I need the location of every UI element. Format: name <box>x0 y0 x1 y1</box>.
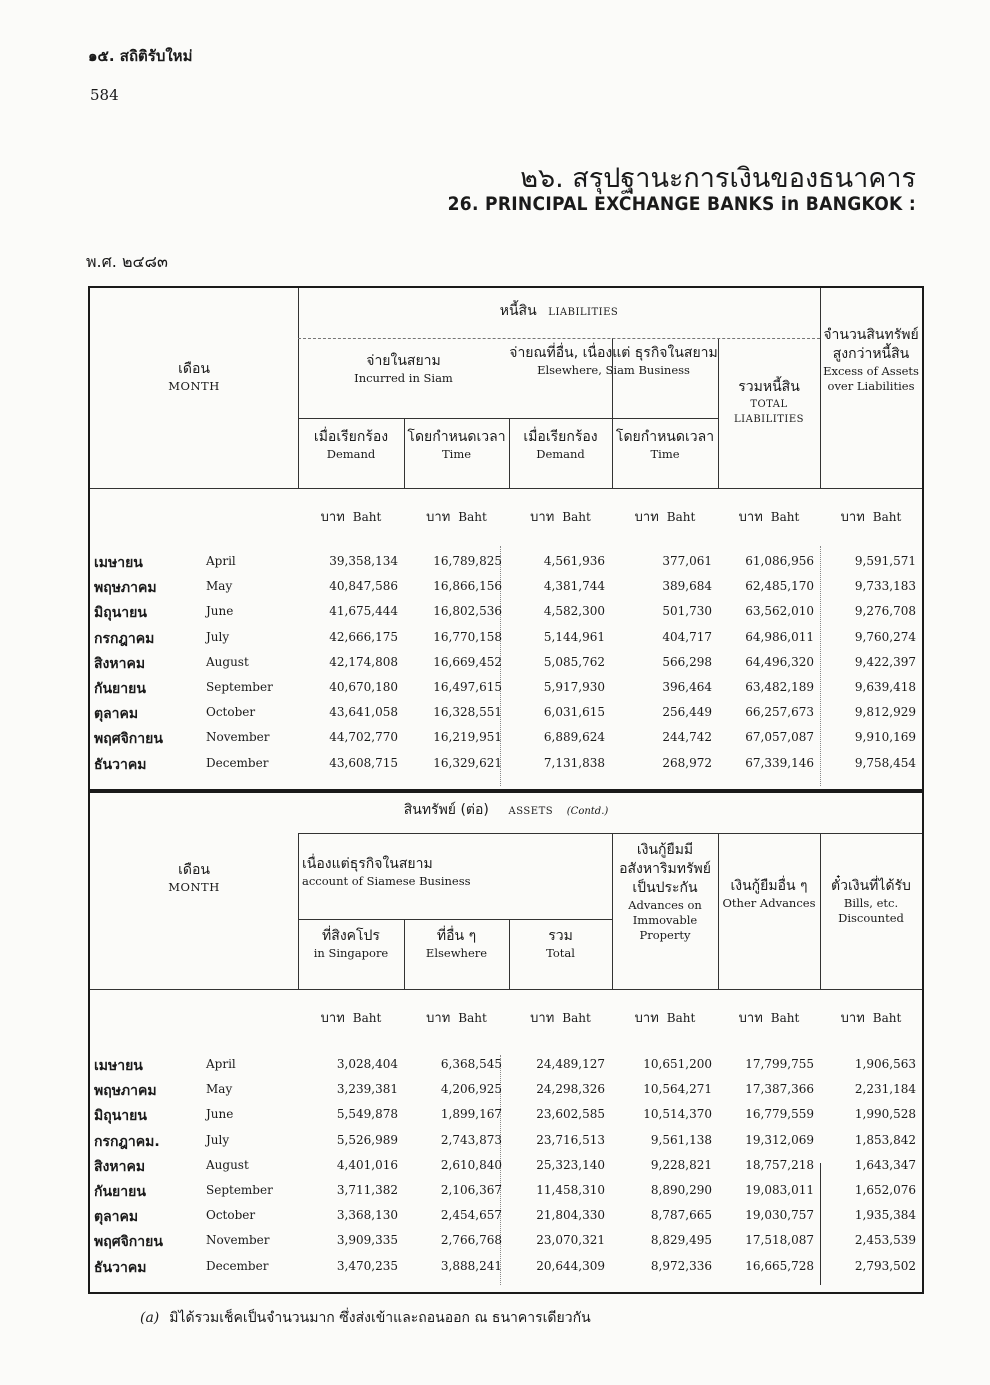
month-thai: ตุลาคม <box>94 1209 139 1226</box>
table-cell: 67,339,146 <box>745 755 814 770</box>
table-cell: 9,228,821 <box>650 1157 712 1172</box>
unit-label: บาท Baht <box>320 1011 382 1026</box>
month-thai: ตุลาคม <box>94 706 139 723</box>
unit-label: บาท Baht <box>738 510 800 525</box>
table-cell: 41,675,444 <box>329 604 398 619</box>
demand-header-1: เมื่อเรียกร้อง Demand <box>313 429 389 461</box>
month-header: เดือน MONTH <box>168 862 220 894</box>
table-cell: 3,888,241 <box>440 1258 502 1273</box>
table-cell: 2,766,768 <box>440 1233 502 1248</box>
table-cell: 17,518,087 <box>745 1233 814 1248</box>
demand-header-2: เมื่อเรียกร้อง Demand <box>523 429 598 461</box>
table-cell: 1,652,076 <box>854 1183 916 1197</box>
unit-label: บาท Baht <box>426 510 487 525</box>
unit-label: บาท Baht <box>840 510 902 525</box>
table-cell: 9,639,418 <box>854 680 916 694</box>
month-thai: กรกฎาคม. <box>94 1133 160 1150</box>
excess-assets-header: จำนวนสินทรัพย์สูงกว่าหนี้สิน Excess of Assets over Liabilities <box>823 327 919 393</box>
table-cell: 5,917,930 <box>543 680 605 694</box>
month-thai: พฤศจิกายน <box>94 731 163 748</box>
month-english: May <box>206 1082 233 1097</box>
table-row <box>90 1131 922 1156</box>
table-cell: 1,935,384 <box>854 1208 916 1223</box>
table-cell: 42,666,175 <box>329 629 398 644</box>
page-number: 584 <box>90 86 119 104</box>
month-thai: กรกฎาคม <box>94 630 155 647</box>
table-row <box>90 1156 922 1181</box>
month-english: September <box>206 680 273 694</box>
unit-label: บาท Baht <box>530 510 591 525</box>
table-row <box>90 1105 922 1130</box>
table-cell: 62,485,170 <box>745 579 814 594</box>
elsewhere-header: จ่ายณที่อื่น, เนื่องแต่ ธุรกิจในสยาม Elsewhere, Siam Business <box>509 345 718 377</box>
table-row <box>90 1080 922 1105</box>
table-cell: 16,669,452 <box>433 654 502 669</box>
table-cell: 501,730 <box>662 604 712 619</box>
month-english: April <box>206 554 236 568</box>
table-row <box>90 1257 922 1282</box>
other-advances-header: เงินกู้ยืมอื่น ๆ Other Advances <box>722 878 816 910</box>
table-cell: 5,144,961 <box>543 629 605 644</box>
table-cell: 23,716,513 <box>536 1132 605 1147</box>
title-english: 26. PRINCIPAL EXCHANGE BANKS in BANGKOK : <box>447 193 916 215</box>
table-cell: 63,482,189 <box>745 680 814 694</box>
table-cell: 9,591,571 <box>854 554 916 568</box>
month-english: December <box>206 1258 269 1273</box>
table-cell: 16,866,156 <box>433 579 502 594</box>
table-cell: 40,847,586 <box>329 579 398 594</box>
table-cell: 43,641,058 <box>329 705 398 720</box>
title-thai: ๒๖. สรุปฐานะการเงินของธนาคาร <box>520 163 916 194</box>
month-english: June <box>206 604 234 619</box>
month-english: November <box>206 1233 270 1248</box>
incurred-in-siam-header: จ่ายในสยาม Incurred in Siam <box>354 353 453 385</box>
table-cell: 8,890,290 <box>650 1183 712 1197</box>
month-thai: พฤศจิกายน <box>94 1234 163 1251</box>
month-thai: พฤษภาคม <box>94 1083 157 1100</box>
table-row <box>90 754 922 779</box>
table-cell: 64,986,011 <box>745 629 814 644</box>
table-cell: 1,906,563 <box>854 1057 916 1071</box>
table-cell: 3,711,382 <box>336 1183 398 1197</box>
table-cell: 4,561,936 <box>543 554 605 568</box>
liabilities-header: หนี้สิน LIABILITIES <box>499 303 619 319</box>
table-row <box>90 1206 922 1231</box>
assets-table <box>88 790 924 1294</box>
table-row <box>90 728 922 753</box>
month-english: June <box>206 1107 234 1122</box>
table-cell: 64,496,320 <box>745 654 814 669</box>
table-row <box>90 602 922 627</box>
month-thai: ธันวาคม <box>94 1259 147 1276</box>
month-header: เดือน MONTH <box>168 361 220 393</box>
table-cell: 19,083,011 <box>745 1183 814 1197</box>
month-thai: เมษายน <box>94 555 143 571</box>
table-cell: 66,257,673 <box>745 705 814 720</box>
table-row <box>90 678 922 703</box>
table-cell: 23,602,585 <box>536 1107 605 1122</box>
table-cell: 16,219,951 <box>433 730 502 745</box>
table-cell: 67,057,087 <box>745 730 814 745</box>
table-cell: 25,323,140 <box>536 1157 605 1172</box>
table-cell: 16,328,551 <box>433 705 502 720</box>
table-cell: 8,972,336 <box>650 1258 712 1273</box>
month-english: September <box>206 1183 273 1197</box>
table-row <box>90 577 922 602</box>
table-cell: 2,453,539 <box>854 1233 916 1248</box>
table-cell: 43,608,715 <box>329 755 398 770</box>
unit-label: บาท Baht <box>426 1011 487 1026</box>
table-cell: 3,909,335 <box>336 1233 398 1248</box>
total-header: รวม Total <box>546 928 575 960</box>
month-thai: กันยายน <box>94 681 146 697</box>
table-cell: 8,829,495 <box>650 1233 712 1248</box>
month-thai: พฤษภาคม <box>94 580 157 597</box>
table-cell: 3,470,235 <box>336 1258 398 1273</box>
month-english: April <box>206 1057 236 1071</box>
table-cell: 9,760,274 <box>854 629 916 644</box>
table-row <box>90 653 922 678</box>
table-cell: 10,651,200 <box>643 1057 712 1071</box>
table-cell: 4,582,300 <box>543 604 605 619</box>
table-cell: 9,733,183 <box>854 579 916 594</box>
liabilities-table <box>88 286 924 791</box>
month-english: August <box>206 1157 249 1172</box>
table-cell: 2,231,184 <box>854 1082 916 1097</box>
unit-label: บาท Baht <box>320 510 382 525</box>
table-row <box>90 552 922 577</box>
table-cell: 6,889,624 <box>543 730 605 745</box>
table-cell: 24,298,326 <box>536 1082 605 1097</box>
table-cell: 17,799,755 <box>745 1057 814 1071</box>
total-liabilities-header: รวมหนี้สิน TOTAL LIABILITIES <box>734 379 804 425</box>
table-row <box>90 628 922 653</box>
table-cell: 256,449 <box>662 705 712 720</box>
month-english: December <box>206 755 269 770</box>
unit-label: บาท Baht <box>840 1011 902 1026</box>
table-cell: 16,802,536 <box>433 604 502 619</box>
table-row <box>90 703 922 728</box>
table-cell: 2,610,840 <box>440 1157 502 1172</box>
time-header-2: โดยกำหนดเวลา Time <box>615 429 715 461</box>
table-cell: 23,070,321 <box>536 1233 605 1248</box>
table-cell: 244,742 <box>662 730 712 745</box>
table-cell: 16,770,158 <box>433 629 502 644</box>
elsewhere-header: ที่อื่น ๆ Elsewhere <box>425 928 488 960</box>
table-cell: 396,464 <box>662 680 712 694</box>
table-cell: 61,086,956 <box>745 554 814 568</box>
table-cell: 10,564,271 <box>643 1082 712 1097</box>
month-english: July <box>206 1132 230 1147</box>
table-cell: 17,387,366 <box>745 1082 814 1097</box>
table-cell: 3,368,130 <box>336 1208 398 1223</box>
unit-label: บาท Baht <box>634 1011 696 1026</box>
table-cell: 19,030,757 <box>745 1208 814 1223</box>
table-cell: 10,514,370 <box>643 1107 712 1122</box>
month-thai: สิงหาคม <box>94 1158 146 1175</box>
assets-header: สินทรัพย์ (ต่อ) ASSETS (Contd.) <box>403 802 609 818</box>
year-label: พ.ศ. ๒๔๘๓ <box>86 252 168 271</box>
month-thai: กันยายน <box>94 1184 146 1200</box>
table-cell: 44,702,770 <box>329 730 398 745</box>
table-cell: 4,401,016 <box>336 1157 398 1172</box>
table-cell: 39,358,134 <box>329 554 398 568</box>
table-cell: 16,779,559 <box>745 1107 814 1122</box>
table-cell: 4,381,744 <box>543 579 605 594</box>
table-cell: 20,644,309 <box>536 1258 605 1273</box>
table-cell: 16,497,615 <box>433 680 502 694</box>
table-cell: 404,717 <box>662 629 712 644</box>
unit-label: บาท Baht <box>634 510 696 525</box>
table-cell: 6,031,615 <box>543 705 605 720</box>
month-thai: ธันวาคม <box>94 756 147 773</box>
table-cell: 3,028,404 <box>336 1057 398 1071</box>
siamese-business-header: เนื่องแต่ธุรกิจในสยาม account of Siamese Business <box>302 856 471 888</box>
table-cell: 63,562,010 <box>745 604 814 619</box>
table-cell: 19,312,069 <box>745 1132 814 1147</box>
table-cell: 9,276,708 <box>854 604 916 619</box>
table-cell: 4,206,925 <box>440 1082 502 1097</box>
table-cell: 1,643,347 <box>854 1157 916 1172</box>
table-cell: 2,454,657 <box>440 1208 502 1223</box>
table-cell: 1,899,167 <box>440 1107 502 1122</box>
table-cell: 3,239,381 <box>336 1082 398 1097</box>
table-cell: 5,085,762 <box>543 654 605 669</box>
table-cell: 24,489,127 <box>536 1057 605 1071</box>
table-cell: 5,526,989 <box>336 1132 398 1147</box>
table-cell: 11,458,310 <box>536 1183 605 1197</box>
table-cell: 9,422,397 <box>854 654 916 669</box>
table-cell: 7,131,838 <box>543 755 605 770</box>
footnote <box>140 1307 591 1329</box>
table-row <box>90 1055 922 1080</box>
table-cell: 16,789,825 <box>433 554 502 568</box>
table-cell: 6,368,545 <box>440 1057 502 1071</box>
month-english: May <box>206 579 233 594</box>
table-cell: 9,910,169 <box>854 730 916 745</box>
unit-label: บาท Baht <box>738 1011 800 1026</box>
table-cell: 9,561,138 <box>650 1132 712 1147</box>
table-cell: 2,106,367 <box>440 1183 502 1197</box>
unit-label: บาท Baht <box>530 1011 591 1026</box>
table-cell: 1,990,528 <box>854 1107 916 1122</box>
table-cell: 16,329,621 <box>433 755 502 770</box>
section-header: ๑๕. สถิติรับใหม่ <box>88 47 193 65</box>
month-thai: เมษายน <box>94 1058 143 1074</box>
table-cell: 377,061 <box>662 554 712 568</box>
bills-discounted-header: ตั๋วเงินที่ได้รับ Bills, etc. Discounted <box>831 878 911 925</box>
table-cell: 2,793,502 <box>854 1258 916 1273</box>
singapore-header: ที่สิงคโปร in Singapore <box>313 928 389 960</box>
table-row <box>90 1181 922 1206</box>
time-header-1: โดยกำหนดเวลา Time <box>407 429 506 461</box>
month-english: October <box>206 705 256 720</box>
month-thai: มิถุนายน <box>94 1108 147 1125</box>
month-english: October <box>206 1208 256 1223</box>
table-cell: 21,804,330 <box>536 1208 605 1223</box>
month-english: November <box>206 730 270 745</box>
month-english: July <box>206 629 230 644</box>
table-cell: 16,665,728 <box>745 1258 814 1273</box>
table-cell: 9,812,929 <box>854 705 916 720</box>
month-thai: มิถุนายน <box>94 605 147 622</box>
month-thai: สิงหาคม <box>94 655 146 672</box>
table-cell: 566,298 <box>662 654 712 669</box>
month-english: August <box>206 654 249 669</box>
table-row <box>90 1231 922 1256</box>
table-cell: 2,743,873 <box>440 1132 502 1147</box>
advances-immovable-header: เงินกู้ยืมมีอสังหาริมทรัพย์เป็นประกัน Advances on Immovable Property <box>619 842 711 942</box>
footnote-text: มิได้รวมเช็คเป็นจำนวนมาก ซึ่งส่งเข้าและถอนออก ณ ธนาคารเดียวกัน <box>169 1310 591 1326</box>
table-cell: 18,757,218 <box>745 1157 814 1172</box>
table-cell: 8,787,665 <box>650 1208 712 1223</box>
table-cell: 40,670,180 <box>329 680 398 694</box>
table-cell: 5,549,878 <box>336 1107 398 1122</box>
table-cell: 9,758,454 <box>854 755 916 770</box>
table-cell: 389,684 <box>662 579 712 594</box>
footnote-mark: (a) <box>140 1310 160 1326</box>
table-cell: 1,853,842 <box>854 1132 916 1147</box>
table-cell: 42,174,808 <box>329 654 398 669</box>
table-cell: 268,972 <box>662 755 712 770</box>
